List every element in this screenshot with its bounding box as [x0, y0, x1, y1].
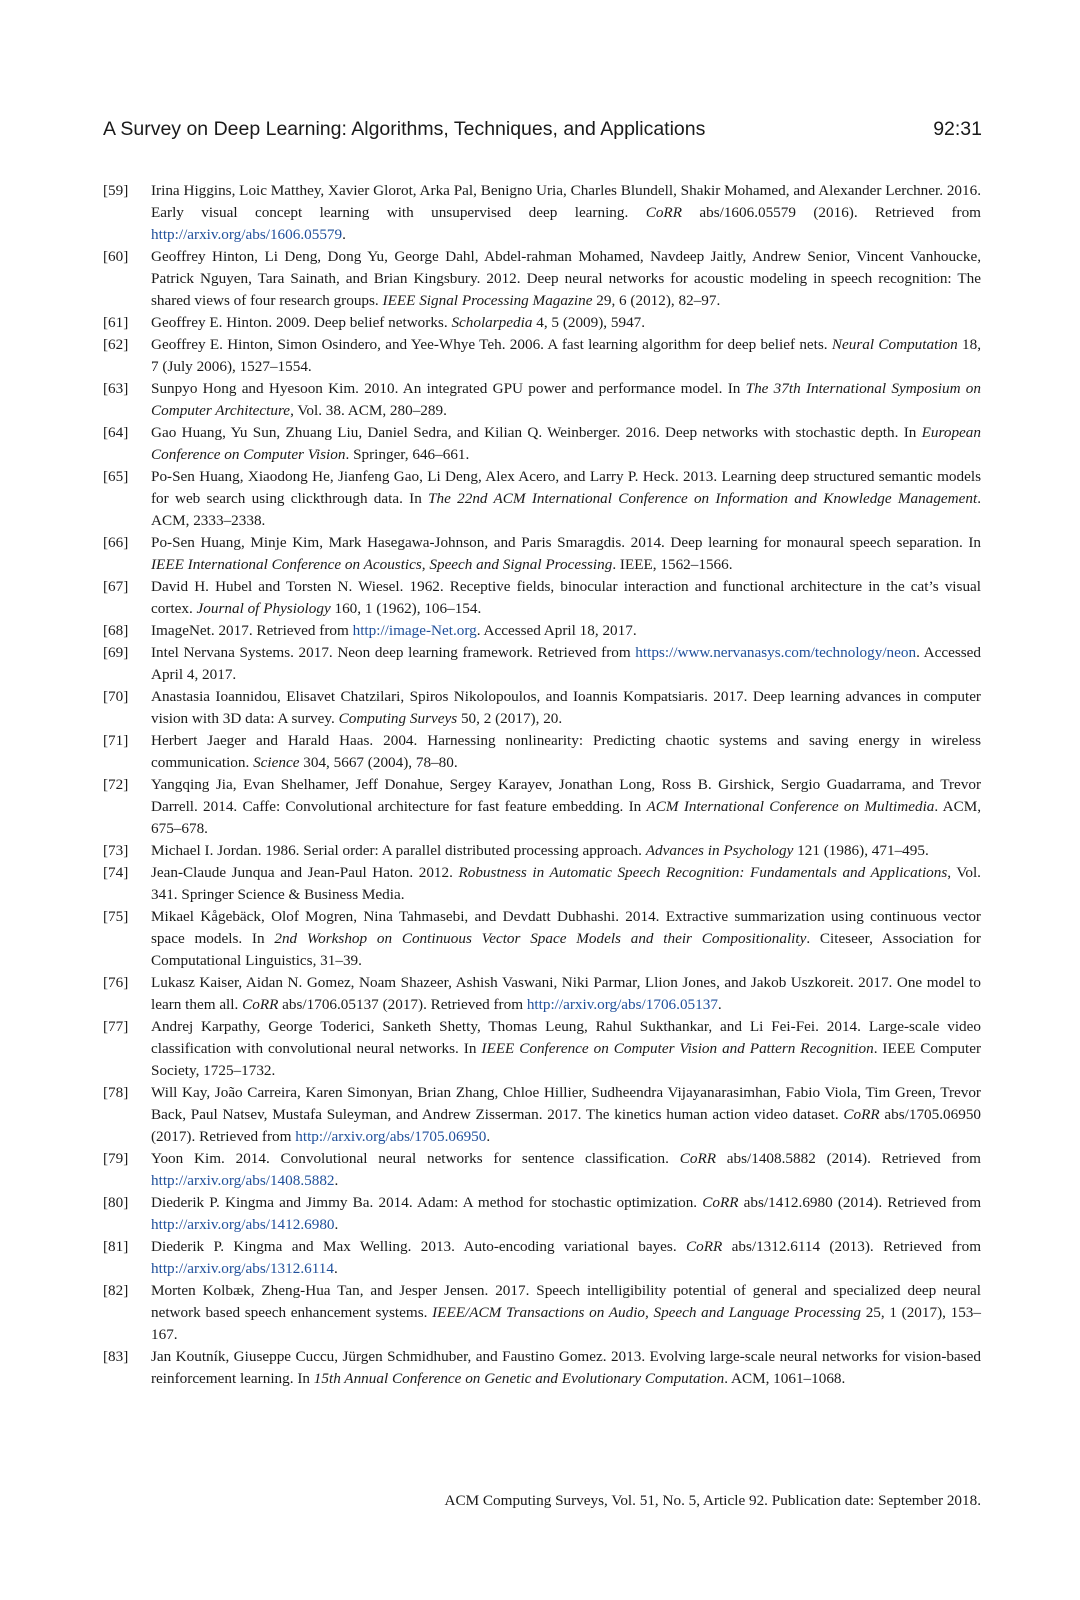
reference-venue: CoRR — [645, 204, 682, 221]
reference-item — [103, 1346, 981, 1390]
reference-item — [103, 862, 981, 906]
reference-text-segment: David H. Hubel and Torsten N. Wiesel. 1962. Receptive fields, binocular interaction and functional architecture in the cat’s visual cortex. — [151, 578, 981, 617]
reference-text — [151, 642, 981, 686]
reference-text-segment: 4, 5 (2009), 5947. — [532, 314, 646, 331]
reference-item — [103, 620, 981, 642]
reference-text-segment: . Accessed April 18, 2017. — [476, 622, 637, 639]
reference-text-segment: ImageNet. 2017. Retrieved from — [151, 622, 353, 639]
reference-number: [67] — [103, 578, 129, 595]
reference-text — [151, 246, 981, 312]
reference-text-segment: . — [486, 1128, 491, 1145]
reference-venue: Neural Computation — [831, 336, 958, 353]
reference-text-segment: . ACM, 675–678. — [151, 798, 982, 837]
reference-url-link[interactable]: http://image-Net.org — [352, 622, 477, 639]
reference-item — [103, 180, 981, 246]
reference-item — [103, 642, 981, 686]
reference-number: [78] — [103, 1084, 129, 1101]
reference-venue: European Conference on Computer Vision — [151, 424, 981, 463]
reference-item — [103, 466, 981, 532]
reference-item — [103, 312, 981, 334]
reference-text-segment: Geoffrey E. Hinton. 2009. Deep belief networks. — [151, 314, 452, 331]
reference-text-segment: . Springer, 646–661. — [345, 446, 470, 463]
reference-text-segment: 304, 5667 (2004), 78–80. — [299, 754, 458, 771]
reference-text-segment: Irina Higgins, Loic Matthey, Xavier Glorot, Arka Pal, Benigno Uria, Charles Blundell, Shakir Mohamed, and Alexander Lerchner. 2016. Early visual concept learning with unsupervised deep learning. — [151, 182, 981, 221]
reference-text — [151, 730, 981, 774]
reference-text-segment: . ACM, 2333–2338. — [151, 490, 981, 529]
reference-text-segment: Herbert Jaeger and Harald Haas. 2004. Harnessing nonlinearity: Predicting chaotic systems and saving energy in wireless communication. — [151, 732, 981, 771]
reference-item — [103, 686, 981, 730]
reference-text — [151, 774, 981, 840]
reference-venue: Scholarpedia — [451, 314, 533, 331]
reference-item — [103, 334, 981, 378]
reference-url-link[interactable]: http://arxiv.org/abs/1705.06950 — [295, 1128, 487, 1145]
reference-item — [103, 1280, 981, 1346]
reference-list — [103, 180, 981, 1390]
reference-number: [68] — [103, 622, 129, 639]
reference-text-segment: Mikael Kågebäck, Olof Mogren, Nina Tahmasebi, and Devdatt Dubhashi. 2014. Extractive summarization using continuous vector space models. In — [151, 908, 981, 947]
reference-item — [103, 972, 981, 1016]
reference-number: [83] — [103, 1348, 129, 1365]
reference-text — [151, 906, 981, 972]
reference-item — [103, 1236, 981, 1280]
reference-text-segment: abs/1408.5882 (2014). Retrieved from — [716, 1150, 981, 1167]
reference-text-segment: Gao Huang, Yu Sun, Zhuang Liu, Daniel Sedra, and Kilian Q. Weinberger. 2016. Deep networks with stochastic depth. In — [151, 424, 922, 441]
reference-number: [73] — [103, 842, 129, 859]
reference-url-link[interactable]: http://arxiv.org/abs/1706.05137 — [526, 996, 718, 1013]
reference-number: [80] — [103, 1194, 129, 1211]
reference-text — [151, 1280, 981, 1346]
reference-venue: CoRR — [685, 1238, 723, 1255]
reference-text-segment: . — [334, 1216, 339, 1233]
journal-footer: ACM Computing Surveys, Vol. 51, No. 5, Article 92. Publication date: September 2018. — [444, 1492, 981, 1509]
reference-text-segment: . — [717, 996, 722, 1013]
reference-venue: 15th Annual Conference on Genetic and Evolutionary Computation — [313, 1370, 725, 1387]
reference-item — [103, 246, 981, 312]
reference-url-link[interactable]: http://arxiv.org/abs/1606.05579 — [151, 226, 343, 243]
reference-text — [151, 334, 981, 378]
reference-text-segment: abs/1606.05579 (2016). Retrieved from — [681, 204, 981, 221]
reference-text-segment: abs/1706.05137 (2017). Retrieved from — [278, 996, 527, 1013]
page-number: 92:31 — [933, 118, 982, 140]
reference-text-segment: Lukasz Kaiser, Aidan N. Gomez, Noam Shazeer, Ashish Vaswani, Niki Parmar, Llion Jones, and Jakob Uszkoreit. 2017. One model to learn them all. — [151, 974, 981, 1013]
reference-text — [151, 840, 981, 862]
reference-text — [151, 422, 981, 466]
reference-text — [151, 1192, 981, 1236]
reference-item — [103, 730, 981, 774]
reference-text-segment: . — [333, 1260, 338, 1277]
reference-venue: CoRR — [679, 1150, 716, 1167]
reference-text — [151, 1236, 981, 1280]
reference-text — [151, 532, 981, 576]
reference-number: [70] — [103, 688, 129, 705]
reference-item — [103, 840, 981, 862]
reference-text-segment: Morten Kolbæk, Zheng-Hua Tan, and Jesper Jensen. 2017. Speech intelligibility potential of general and specialized deep neural network based speech enhancement systems. — [151, 1282, 981, 1321]
reference-number: [65] — [103, 468, 129, 485]
reference-item — [103, 1082, 981, 1148]
reference-text — [151, 378, 981, 422]
reference-venue: IEEE Signal Processing Magazine — [382, 292, 593, 309]
reference-text — [151, 1016, 981, 1082]
reference-venue: IEEE/ACM Transactions on Audio, Speech and Language Processing — [432, 1304, 862, 1321]
reference-item — [103, 1148, 981, 1192]
reference-text-segment: Diederik P. Kingma and Jimmy Ba. 2014. Adam: A method for stochastic optimization. — [151, 1194, 703, 1211]
reference-text-segment: Jan Koutník, Giuseppe Cuccu, Jürgen Schmidhuber, and Faustino Gomez. 2013. Evolving large-scale neural networks for vision-based reinforcement learning. In — [151, 1348, 981, 1387]
reference-number: [75] — [103, 908, 129, 925]
reference-number: [59] — [103, 182, 129, 199]
reference-text-segment: Geoffrey Hinton, Li Deng, Dong Yu, George Dahl, Abdel-rahman Mohamed, Navdeep Jaitly, Andrew Senior, Vincent Vanhoucke, Patrick Nguyen, Tara Sainath, and Brian Kingsbury. 2012. Deep neural networks for acoustic modeling in speech recognition: The shared views of four research groups. — [151, 248, 981, 309]
reference-text-segment: Yangqing Jia, Evan Shelhamer, Jeff Donahue, Sergey Karayev, Jonathan Long, Ross B. Girshick, Sergio Guadarrama, and Trevor Darrell. 2014. Caffe: Convolutional architecture for fast feature embedding. In — [151, 776, 981, 815]
reference-text-segment: 160, 1 (1962), 106–154. — [330, 600, 482, 617]
reference-text-segment: . — [342, 226, 346, 243]
reference-item — [103, 576, 981, 620]
reference-text-segment: Jean-Claude Junqua and Jean-Paul Haton. 2012. — [151, 864, 459, 881]
reference-text — [151, 180, 981, 246]
reference-text-segment: . IEEE Computer Society, 1725–1732. — [151, 1040, 982, 1079]
header-title: A Survey on Deep Learning: Algorithms, Techniques, and Applications — [103, 118, 706, 140]
reference-number: [60] — [103, 248, 129, 265]
reference-text-segment: Intel Nervana Systems. 2017. Neon deep learning framework. Retrieved from — [151, 644, 636, 661]
reference-text-segment: 25, 1 (2017), 153–167. — [151, 1304, 981, 1343]
reference-text-segment: . ACM, 1061–1068. — [724, 1370, 846, 1387]
reference-venue: The 37th International Symposium on Computer Architecture — [151, 380, 981, 419]
reference-text-segment: . Citeseer, Association for Computational Linguistics, 31–39. — [151, 930, 981, 969]
reference-text — [151, 312, 981, 334]
reference-text-segment: Anastasia Ioannidou, Elisavet Chatzilari, Spiros Nikolopoulos, and Ioannis Kompatsiaris. 2017. Deep learning advances in computer vision with 3D data: A survey. — [151, 688, 981, 727]
reference-text-segment: Yoon Kim. 2014. Convolutional neural networks for sentence classification. — [151, 1150, 680, 1167]
reference-number: [72] — [103, 776, 129, 793]
reference-number: [81] — [103, 1238, 129, 1255]
reference-venue: Science — [253, 754, 300, 771]
reference-item — [103, 906, 981, 972]
reference-item — [103, 422, 981, 466]
reference-number: [61] — [103, 314, 129, 331]
reference-text — [151, 1346, 981, 1390]
reference-number: [62] — [103, 336, 129, 353]
reference-item — [103, 774, 981, 840]
reference-text — [151, 576, 981, 620]
reference-number: [66] — [103, 534, 129, 551]
reference-item — [103, 378, 981, 422]
reference-text-segment: Sunpyo Hong and Hyesoon Kim. 2010. An integrated GPU power and performance model. In — [151, 380, 746, 397]
reference-text-segment: 18, 7 (July 2006), 1527–1554. — [151, 336, 982, 375]
reference-text-segment: Po-Sen Huang, Minje Kim, Mark Hasegawa-Johnson, and Paris Smaragdis. 2014. Deep learning for monaural speech separation. In — [151, 534, 981, 551]
reference-text-segment: . — [334, 1172, 339, 1189]
reference-text-segment: Po-Sen Huang, Xiaodong He, Jianfeng Gao, Li Deng, Alex Acero, and Larry P. Heck. 2013. Learning deep structured semantic models for web search using clickthrough data. In — [151, 468, 981, 507]
reference-venue: Advances in Psychology — [645, 842, 794, 859]
reference-text-segment: Will Kay, João Carreira, Karen Simonyan, Brian Zhang, Chloe Hillier, Sudheendra Vijayanarasimhan, Fabio Viola, Tim Green, Trevor Back, Paul Natsev, Mustafa Suleyman, and Andrew Zisserman. 2017. The kinetics human action video dataset. — [151, 1084, 981, 1123]
reference-text-segment: abs/1705.06950 (2017). Retrieved from — [151, 1106, 982, 1145]
reference-url-link[interactable]: https://www.nervanasys.com/technology/neon — [635, 644, 917, 661]
reference-url-link[interactable]: http://arxiv.org/abs/1408.5882 — [151, 1172, 335, 1189]
reference-number: [64] — [103, 424, 129, 441]
reference-text — [151, 1082, 981, 1148]
reference-text-segment: Geoffrey E. Hinton, Simon Osindero, and Yee-Whye Teh. 2006. A fast learning algorithm for deep belief nets. — [151, 336, 832, 353]
reference-number: [79] — [103, 1150, 129, 1167]
reference-text-segment: , Vol. 38. ACM, 280–289. — [290, 402, 447, 419]
running-header — [103, 118, 982, 141]
reference-venue: Journal of Physiology — [196, 600, 331, 617]
reference-text — [151, 1148, 981, 1192]
reference-item — [103, 1192, 981, 1236]
reference-text-segment: . Accessed April 4, 2017. — [151, 644, 981, 683]
reference-text-segment: , Vol. 341. Springer Science & Business Media. — [151, 864, 981, 903]
reference-text — [151, 862, 981, 906]
reference-text — [151, 466, 981, 532]
reference-item — [103, 532, 981, 576]
reference-venue: CoRR — [702, 1194, 739, 1211]
reference-url-link[interactable]: http://arxiv.org/abs/1412.6980 — [151, 1216, 335, 1233]
reference-text — [151, 972, 981, 1016]
reference-number: [74] — [103, 864, 129, 881]
reference-url-link[interactable]: http://arxiv.org/abs/1312.6114 — [151, 1260, 334, 1277]
reference-venue: ACM International Conference on Multimedia — [646, 798, 935, 815]
reference-venue: 2nd Workshop on Continuous Vector Space Models and their Compositionality — [274, 930, 807, 947]
reference-venue: Robustness in Automatic Speech Recognition: Fundamentals and Applications — [458, 864, 948, 881]
reference-text-segment: 121 (1986), 471–495. — [793, 842, 929, 859]
reference-number: [71] — [103, 732, 129, 749]
reference-text-segment: Michael I. Jordan. 1986. Serial order: A parallel distributed processing approach. — [151, 842, 646, 859]
reference-text — [151, 620, 981, 642]
reference-text — [151, 686, 981, 730]
reference-venue: Computing Surveys — [338, 710, 458, 727]
reference-number: [82] — [103, 1282, 129, 1299]
reference-venue: CoRR — [843, 1106, 880, 1123]
reference-text-segment: abs/1312.6114 (2013). Retrieved from — [722, 1238, 982, 1255]
reference-venue: IEEE Conference on Computer Vision and Pattern Recognition — [481, 1040, 874, 1057]
reference-number: [63] — [103, 380, 129, 397]
reference-text-segment: . IEEE, 1562–1566. — [612, 556, 733, 573]
reference-item — [103, 1016, 981, 1082]
reference-text-segment: Diederik P. Kingma and Max Welling. 2013. Auto-encoding variational bayes. — [151, 1238, 686, 1255]
reference-text-segment: Andrej Karpathy, George Toderici, Sanketh Shetty, Thomas Leung, Rahul Sukthankar, and Li Fei-Fei. 2014. Large-scale video classification with convolutional neural networks. In — [151, 1018, 981, 1057]
reference-number: [76] — [103, 974, 129, 991]
reference-number: [77] — [103, 1018, 129, 1035]
reference-venue: The 22nd ACM International Conference on Information and Knowledge Management — [428, 490, 978, 507]
reference-venue: IEEE International Conference on Acoustics, Speech and Signal Processing — [151, 556, 613, 573]
reference-number: [69] — [103, 644, 129, 661]
reference-text-segment: 29, 6 (2012), 82–97. — [592, 292, 721, 309]
reference-venue: CoRR — [242, 996, 279, 1013]
reference-text-segment: abs/1412.6980 (2014). Retrieved from — [738, 1194, 982, 1211]
reference-text-segment: 50, 2 (2017), 20. — [457, 710, 563, 727]
